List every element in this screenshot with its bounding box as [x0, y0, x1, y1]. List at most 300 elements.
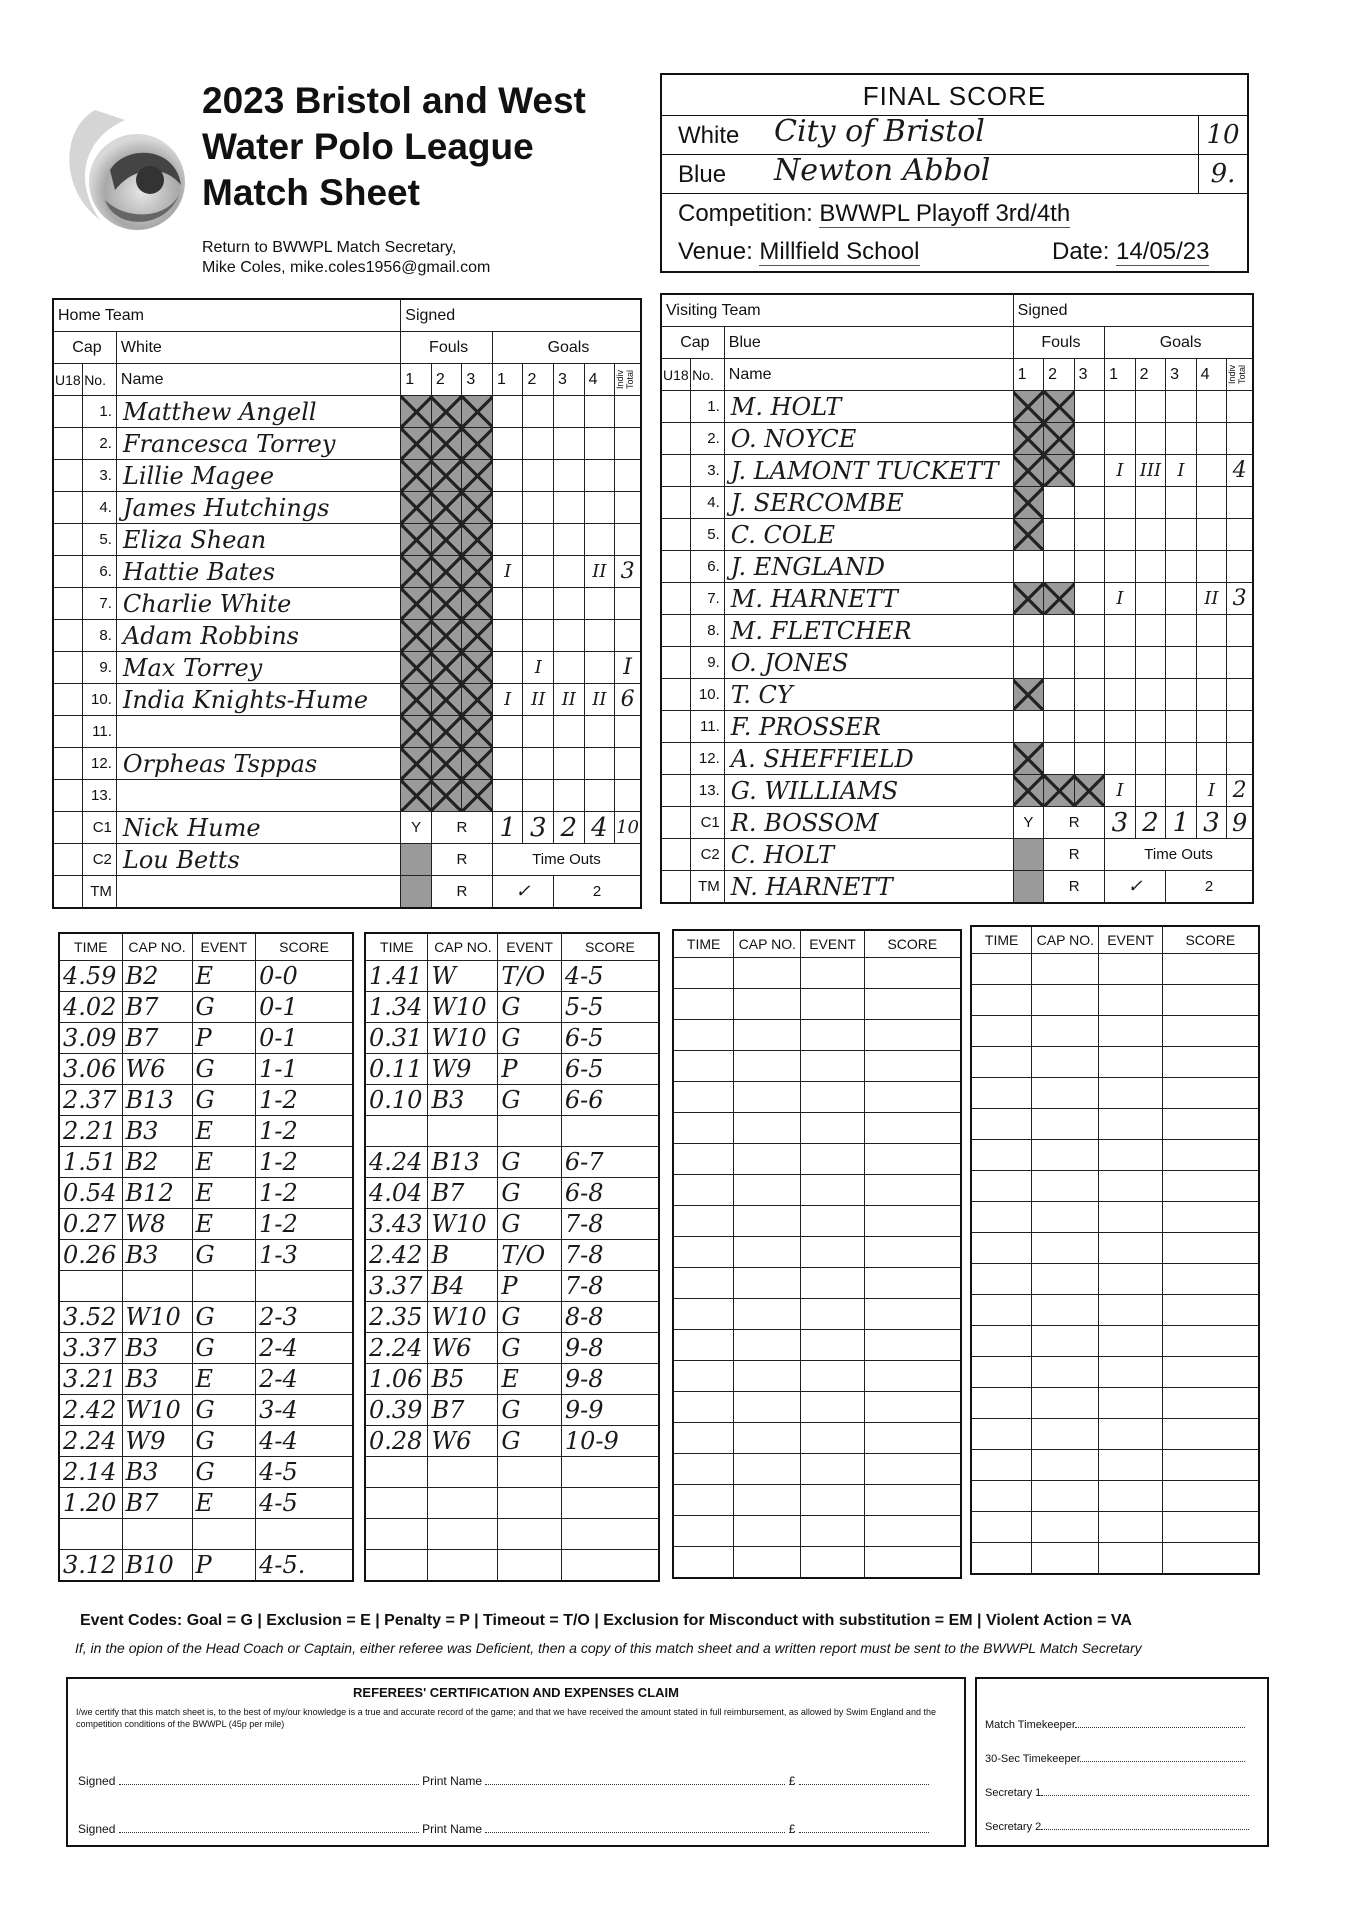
event-row [59, 1364, 353, 1395]
venue-label: Venue: [678, 238, 753, 265]
visiting-cap-number: 10. [691, 679, 725, 711]
event-cell: B13 [428, 1147, 498, 1178]
event-cell [1162, 1543, 1259, 1575]
event-cell [1099, 1233, 1162, 1264]
home-goal-tally [554, 620, 585, 652]
visiting-q2-goals: 2 [1135, 807, 1166, 839]
event-cell [1162, 1326, 1259, 1357]
visiting-foul-cell [1074, 583, 1105, 615]
home-indiv-total [615, 524, 641, 556]
event-cell: 4.02 [59, 992, 122, 1023]
visiting-goal-tally: III [1135, 455, 1166, 487]
visiting-goals-label: Goals [1105, 327, 1253, 359]
match-timekeeper-label: Match Timekeeper [985, 1719, 1076, 1731]
visiting-foul-cell [1074, 743, 1105, 775]
home-goal-tally [492, 716, 523, 748]
event-row [59, 1116, 353, 1147]
visiting-indiv-total: 2 [1227, 775, 1253, 807]
home-cap-number: 10. [83, 684, 117, 716]
print-name-label-2: Print Name [422, 1822, 483, 1836]
home-goal-tally [523, 716, 554, 748]
event-cell: 6-6 [561, 1085, 659, 1116]
event-cell: W9 [122, 1426, 192, 1457]
visiting-u18-cell [661, 423, 691, 455]
event-cell [864, 1423, 961, 1454]
signed-label-2: Signed [78, 1822, 116, 1836]
event-cell: E [192, 1209, 256, 1240]
event-cell: W [428, 961, 498, 992]
event-cell [1032, 1264, 1099, 1295]
visiting-player-name: O. JONES [724, 647, 1013, 679]
event-cell [561, 1116, 659, 1147]
visiting-player-row [661, 455, 1253, 487]
event-cell [864, 1020, 961, 1051]
home-foul-cell [462, 524, 493, 556]
event-row [971, 1078, 1259, 1109]
event-cell: 4-5. [256, 1550, 353, 1582]
visiting-goal-tally [1105, 647, 1136, 679]
visiting-goal-tally [1166, 711, 1197, 743]
visiting-cap-number: 5. [691, 519, 725, 551]
home-c1-label: C1 [83, 812, 117, 844]
event-cell: 0-1 [256, 1023, 353, 1054]
event-cell [59, 1271, 122, 1302]
event-cell: 4-5 [256, 1488, 353, 1519]
event-cell [365, 1116, 428, 1147]
event-cell [801, 1020, 864, 1051]
visiting-tm-red: R [1044, 871, 1105, 904]
home-goal-tally [584, 748, 615, 780]
home-cap-number: 4. [83, 492, 117, 524]
pound-label-2: £ [788, 1822, 796, 1836]
event-cell [673, 1361, 734, 1392]
home-q1-label: 1 [492, 364, 523, 396]
home-player-row [53, 620, 641, 652]
referee-certification-box [66, 1677, 966, 1847]
event-row [673, 1547, 961, 1579]
event-log-column-4 [970, 925, 1260, 1575]
home-foul-cell [401, 716, 432, 748]
home-player-name: Matthew Angell [116, 396, 400, 428]
return-line-1: Return to BWWPL Match Secretary, [202, 239, 457, 256]
visiting-goal-tally [1196, 551, 1227, 583]
visiting-indiv-total [1227, 615, 1253, 647]
home-foul-cell [401, 556, 432, 588]
event-cell [1099, 1109, 1162, 1140]
page-title [202, 78, 586, 216]
visiting-u18-cell [661, 679, 691, 711]
visiting-c2-name: C. HOLT [724, 839, 1013, 871]
event-cell [1162, 1481, 1259, 1512]
thirty-sec-timekeeper-label: 30-Sec Timekeeper [985, 1753, 1081, 1765]
event-row [59, 1271, 353, 1302]
home-foul-cell [462, 588, 493, 620]
home-signed-label: Signed [401, 299, 641, 332]
visiting-foul-3-label: 3 [1074, 359, 1105, 391]
event-cell: 1-2 [256, 1178, 353, 1209]
visiting-goal-tally [1166, 487, 1197, 519]
home-foul-cell [401, 396, 432, 428]
home-player-row [53, 492, 641, 524]
event-row [365, 1519, 659, 1550]
home-goal-tally [523, 428, 554, 460]
event-cell: G [192, 1302, 256, 1333]
event-row [59, 1085, 353, 1116]
event-cell [801, 1516, 864, 1547]
home-team-table [52, 298, 642, 909]
event-cell [734, 989, 801, 1020]
event-header-3: SCORE [561, 933, 659, 961]
event-cell [734, 1423, 801, 1454]
visiting-goal-tally [1105, 487, 1136, 519]
home-indiv-total-label: Indiv Total [615, 370, 636, 390]
event-cell [1032, 1388, 1099, 1419]
event-cell [971, 1016, 1032, 1047]
event-cell [864, 1330, 961, 1361]
referee-certification-title: REFEREES' CERTIFICATION AND EXPENSES CLAIM [353, 1685, 679, 1700]
event-row [59, 1178, 353, 1209]
visiting-goal-tally [1105, 711, 1136, 743]
event-row [673, 1237, 961, 1268]
event-cell: 2-4 [256, 1333, 353, 1364]
event-codes-legend: Event Codes: Goal = G | Exclusion = E | Penalty = P | Timeout = T/O | Exclusion for Misconduct with substitution = EM | Violent Action = VA [80, 1612, 1132, 1629]
visiting-foul-cell [1044, 647, 1075, 679]
event-row [971, 1543, 1259, 1575]
home-goal-tally [554, 460, 585, 492]
final-score-heading: FINAL SCORE [662, 75, 1247, 116]
event-row [971, 985, 1259, 1016]
home-player-row [53, 524, 641, 556]
pound-label-1: £ [788, 1774, 796, 1788]
event-cell: 0.26 [59, 1240, 122, 1271]
visiting-indiv-total [1227, 391, 1253, 423]
home-player-row [53, 780, 641, 812]
event-cell [1162, 1078, 1259, 1109]
home-name-label: Name [116, 364, 400, 396]
home-foul-cell [431, 780, 462, 812]
visiting-fouls-label: Fouls [1013, 327, 1105, 359]
visiting-cap-number: 4. [691, 487, 725, 519]
event-cell [428, 1457, 498, 1488]
visiting-foul-cell [1074, 519, 1105, 551]
event-row [971, 1109, 1259, 1140]
visiting-goal-tally [1196, 647, 1227, 679]
event-cell [734, 1206, 801, 1237]
visiting-goal-tally [1166, 551, 1197, 583]
home-cap-number: 1. [83, 396, 117, 428]
blue-team-name: Newton Abbol [774, 153, 991, 188]
visiting-goal-tally [1166, 423, 1197, 455]
home-goal-tally: II [523, 684, 554, 716]
home-q2-label: 2 [523, 364, 554, 396]
event-cell [864, 1051, 961, 1082]
event-row [365, 1302, 659, 1333]
event-cell [1099, 1202, 1162, 1233]
visiting-goal-tally [1196, 391, 1227, 423]
home-q4-label: 4 [584, 364, 615, 396]
home-goal-tally [492, 652, 523, 684]
print-name-label-1: Print Name [422, 1774, 483, 1788]
event-cell [673, 1051, 734, 1082]
visiting-timeouts-label: Time Outs [1105, 839, 1253, 871]
visiting-indiv-total [1227, 743, 1253, 775]
event-cell: 6-8 [561, 1178, 659, 1209]
visiting-goal-tally [1135, 743, 1166, 775]
event-cell [1099, 1450, 1162, 1481]
visiting-foul-cell [1013, 647, 1044, 679]
home-indiv-total: I [615, 652, 641, 684]
event-cell [1162, 1357, 1259, 1388]
home-q3-goals: 2 [554, 812, 585, 844]
visiting-cap-number: 1. [691, 391, 725, 423]
event-cell [734, 1082, 801, 1113]
event-log-column-2 [364, 932, 660, 1582]
home-foul-cell [462, 716, 493, 748]
referee-signature-row-1 [78, 1774, 948, 1788]
home-q1-goals: 1 [492, 812, 523, 844]
home-player-name: India Knights-Hume [116, 684, 400, 716]
event-cell [561, 1519, 659, 1550]
visiting-indiv-total [1227, 551, 1253, 583]
event-cell [864, 1392, 961, 1423]
visiting-player-name: G. WILLIAMS [724, 775, 1013, 807]
visiting-goal-tally [1196, 679, 1227, 711]
visiting-u18-cell [661, 615, 691, 647]
event-cell: 7-8 [561, 1209, 659, 1240]
event-row [365, 1395, 659, 1426]
white-team-row [662, 116, 1247, 155]
event-cell: 10-9 [561, 1426, 659, 1457]
event-cell [734, 1547, 801, 1579]
visiting-cap-label: Cap [661, 327, 724, 359]
home-foul-cell [401, 620, 432, 652]
event-row [59, 992, 353, 1023]
event-cell [971, 1512, 1032, 1543]
event-cell: W6 [428, 1333, 498, 1364]
visiting-player-row [661, 679, 1253, 711]
event-cell: B5 [428, 1364, 498, 1395]
visiting-player-name: J. ENGLAND [724, 551, 1013, 583]
visiting-c1-label: C1 [691, 807, 725, 839]
visiting-no-label: No. [691, 359, 725, 391]
home-foul-cell [401, 748, 432, 780]
event-cell: B3 [122, 1333, 192, 1364]
event-cell [734, 1237, 801, 1268]
visiting-foul-cell [1013, 583, 1044, 615]
visiting-goal-tally: I [1166, 455, 1197, 487]
home-goal-tally [523, 556, 554, 588]
event-cell: E [192, 1147, 256, 1178]
event-header-1: CAP NO. [122, 933, 192, 961]
event-row [59, 1550, 353, 1582]
home-goal-tally [584, 652, 615, 684]
visiting-foul-cell [1013, 487, 1044, 519]
home-goals-label: Goals [492, 332, 641, 364]
event-row [59, 1457, 353, 1488]
visiting-foul-cell [1044, 615, 1075, 647]
event-row [365, 1178, 659, 1209]
event-cell [498, 1116, 561, 1147]
home-player-row [53, 396, 641, 428]
event-cell [1032, 1078, 1099, 1109]
event-cell [734, 1454, 801, 1485]
event-cell [864, 1547, 961, 1579]
event-cell: 7-8 [561, 1240, 659, 1271]
event-cell: G [192, 992, 256, 1023]
event-cell: 2-3 [256, 1302, 353, 1333]
home-q3-label: 3 [554, 364, 585, 396]
visiting-goal-tally [1105, 615, 1136, 647]
event-cell [1032, 1295, 1099, 1326]
event-cell [864, 1113, 961, 1144]
event-row [365, 1240, 659, 1271]
league-logo-icon [55, 90, 195, 240]
visiting-player-name: M. HARNETT [724, 583, 1013, 615]
visiting-foul-cell [1013, 743, 1044, 775]
home-foul-cell [431, 748, 462, 780]
home-goal-tally [554, 780, 585, 812]
white-score: 10 [1198, 116, 1247, 154]
event-cell: 1-1 [256, 1054, 353, 1085]
visiting-goal-tally [1105, 679, 1136, 711]
event-cell: 0.10 [365, 1085, 428, 1116]
event-cell: G [498, 1395, 561, 1426]
event-cell [971, 1357, 1032, 1388]
visiting-cap-number: 9. [691, 647, 725, 679]
home-u18-cell [53, 428, 83, 460]
event-cell [734, 958, 801, 989]
event-cell [971, 1047, 1032, 1078]
event-cell: 2.35 [365, 1302, 428, 1333]
event-row [673, 1299, 961, 1330]
home-foul-cell [431, 396, 462, 428]
visiting-u18-cell [661, 391, 691, 423]
visiting-c2-row [661, 839, 1253, 871]
visiting-goal-tally [1135, 391, 1166, 423]
visiting-player-name: F. PROSSER [724, 711, 1013, 743]
event-row [673, 1268, 961, 1299]
event-cell [673, 1206, 734, 1237]
event-cell [734, 1330, 801, 1361]
event-cell: 0.39 [365, 1395, 428, 1426]
visiting-u18-cell [661, 647, 691, 679]
event-cell [365, 1457, 428, 1488]
date-label: Date: [1052, 238, 1110, 265]
event-cell [734, 1144, 801, 1175]
visiting-foul-cell [1044, 391, 1075, 423]
event-cell [971, 1171, 1032, 1202]
title-line-3: Match Sheet [202, 172, 420, 213]
event-cell: G [192, 1333, 256, 1364]
visiting-foul-cell [1074, 423, 1105, 455]
event-cell: B3 [122, 1116, 192, 1147]
visiting-signed-label: Signed [1013, 294, 1253, 327]
visiting-q2-label: 2 [1135, 359, 1166, 391]
event-cell: W9 [428, 1054, 498, 1085]
event-cell [1032, 1419, 1099, 1450]
event-cell: 9-9 [561, 1395, 659, 1426]
event-cell [1099, 1543, 1162, 1575]
event-cell [734, 1020, 801, 1051]
visiting-foul-cell [1013, 551, 1044, 583]
visiting-foul-cell [1013, 423, 1044, 455]
home-indiv-total [615, 492, 641, 524]
event-cell: 1-2 [256, 1209, 353, 1240]
event-cell [801, 958, 864, 989]
home-cap-number: 13. [83, 780, 117, 812]
visiting-player-row [661, 551, 1253, 583]
event-cell [864, 1361, 961, 1392]
home-goal-tally [523, 524, 554, 556]
visiting-player-name: A. SHEFFIELD [724, 743, 1013, 775]
home-foul-cell [462, 780, 493, 812]
event-row [971, 1264, 1259, 1295]
event-cell [971, 1450, 1032, 1481]
event-cell [734, 1516, 801, 1547]
visiting-player-name: O. NOYCE [724, 423, 1013, 455]
event-row [365, 1085, 659, 1116]
event-cell [864, 1082, 961, 1113]
visiting-c1-name: R. BOSSOM [724, 807, 1013, 839]
home-cap-number: 12. [83, 748, 117, 780]
event-cell [971, 1109, 1032, 1140]
visiting-goal-tally [1196, 519, 1227, 551]
event-row [673, 1051, 961, 1082]
event-cell [801, 1144, 864, 1175]
home-team-heading: Home Team [53, 299, 401, 332]
visiting-q3-label: 3 [1166, 359, 1197, 391]
home-player-name: Charlie White [116, 588, 400, 620]
event-cell [971, 1295, 1032, 1326]
event-cell [971, 1326, 1032, 1357]
event-row [971, 1047, 1259, 1078]
event-cell [734, 1268, 801, 1299]
event-cell [801, 989, 864, 1020]
home-player-row [53, 588, 641, 620]
event-cell: 2.42 [365, 1240, 428, 1271]
visiting-c2-label: C2 [691, 839, 725, 871]
visiting-foul-cell [1044, 519, 1075, 551]
visiting-cap-number: 13. [691, 775, 725, 807]
event-row [971, 1140, 1259, 1171]
visiting-indiv-total: 3 [1227, 583, 1253, 615]
visiting-goal-tally [1105, 551, 1136, 583]
event-cell [1032, 1047, 1099, 1078]
event-cell: 2.21 [59, 1116, 122, 1147]
white-label: White [678, 122, 740, 149]
event-cell: G [192, 1054, 256, 1085]
event-cell [1099, 1481, 1162, 1512]
event-cell [971, 1419, 1032, 1450]
event-cell [1099, 1512, 1162, 1543]
event-cell: 4.24 [365, 1147, 428, 1178]
event-row [365, 1364, 659, 1395]
event-cell: P [498, 1054, 561, 1085]
visiting-q3-goals: 1 [1166, 807, 1197, 839]
event-cell [1032, 1512, 1099, 1543]
event-cell [971, 954, 1032, 985]
visiting-goal-tally [1166, 679, 1197, 711]
visiting-cap-number: 8. [691, 615, 725, 647]
visiting-player-row [661, 391, 1253, 423]
home-foul-cell [462, 556, 493, 588]
visiting-player-row [661, 647, 1253, 679]
home-indiv-total [615, 620, 641, 652]
event-cell [1099, 954, 1162, 985]
event-cell: 0.11 [365, 1054, 428, 1085]
event-cell [1032, 954, 1099, 985]
event-cell [801, 1547, 864, 1579]
